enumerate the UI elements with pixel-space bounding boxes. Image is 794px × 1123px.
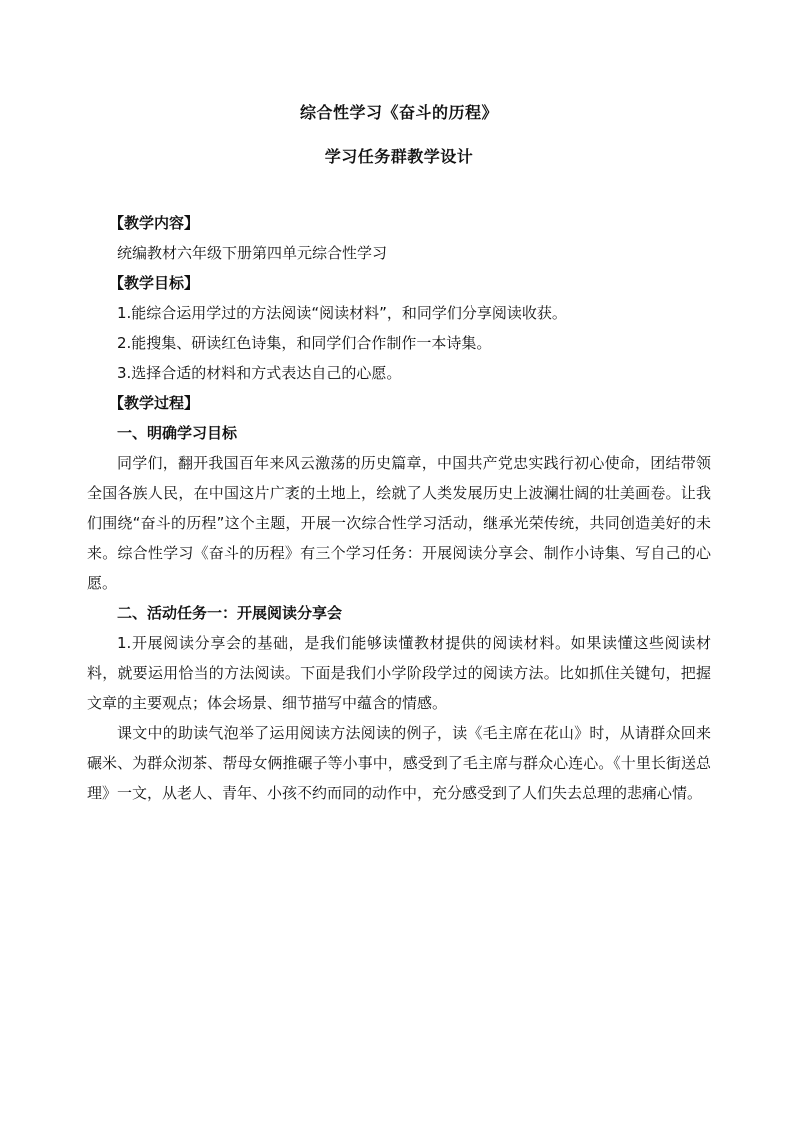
- teaching-content-text: 统编教材六年级下册第四单元综合性学习: [117, 244, 388, 262]
- section-heading-two: 二、活动任务一：开展阅读分享会: [117, 604, 343, 622]
- teaching-goals-heading: 【教学目标】: [109, 274, 200, 292]
- teaching-goal-item: 2.能搜集、研读红色诗集，和同学们合作制作一本诗集。: [117, 334, 492, 352]
- section-heading-one: 一、明确学习目标: [117, 424, 238, 442]
- teaching-process-heading: 【教学过程】: [109, 394, 200, 412]
- section-one-paragraph: 同学们，翻开我国百年来风云激荡的历史篇章，中国共产党忠实践行初心使命，团结带领全国各族人民，在中国这片广袤的土地上，绘就了人类发展历史上波澜壮阔的壮美画卷。让我们围绕“奋斗的历程”这个主题，开展一次综合性学习活动，继承光荣传统，共同创造美好的未来。综合性学习《奋斗的历程》有三个学习任务：开展阅读分享会、制作小诗集、写自己的心愿。: [87, 454, 711, 592]
- teaching-content-heading: 【教学内容】: [109, 214, 200, 232]
- section-two-paragraph-two: 课文中的助读气泡举了运用阅读方法阅读的例子，读《毛主席在花山》时，从请群众回来碾米、为群众沏茶、帮母女俩推碾子等小事中，感受到了毛主席与群众心连心。《十里长街送总理》一文，从老人、青年、小孩不约而同的动作中，充分感受到了人们失去总理的悲痛心情。: [87, 724, 711, 802]
- section-two-paragraph-one: 1.开展阅读分享会的基础，是我们能够读懂教材提供的阅读材料。如果读懂这些阅读材料，就要运用恰当的方法阅读。下面是我们小学阶段学过的阅读方法。比如抓住关键句，把握文章的主要观点；体会场景、细节描写中蕴含的情感。: [87, 634, 711, 712]
- document-title: 综合性学习《奋斗的历程》: [299, 103, 498, 122]
- document-subtitle: 学习任务群教学设计: [324, 147, 474, 166]
- document-body: [87, 100, 711, 808]
- teaching-goal-item: 3.选择合适的材料和方式表达自己的心愿。: [117, 364, 402, 382]
- teaching-goal-item: 1.能综合运用学过的方法阅读“阅读材料”，和同学们分享阅读收获。: [117, 304, 567, 322]
